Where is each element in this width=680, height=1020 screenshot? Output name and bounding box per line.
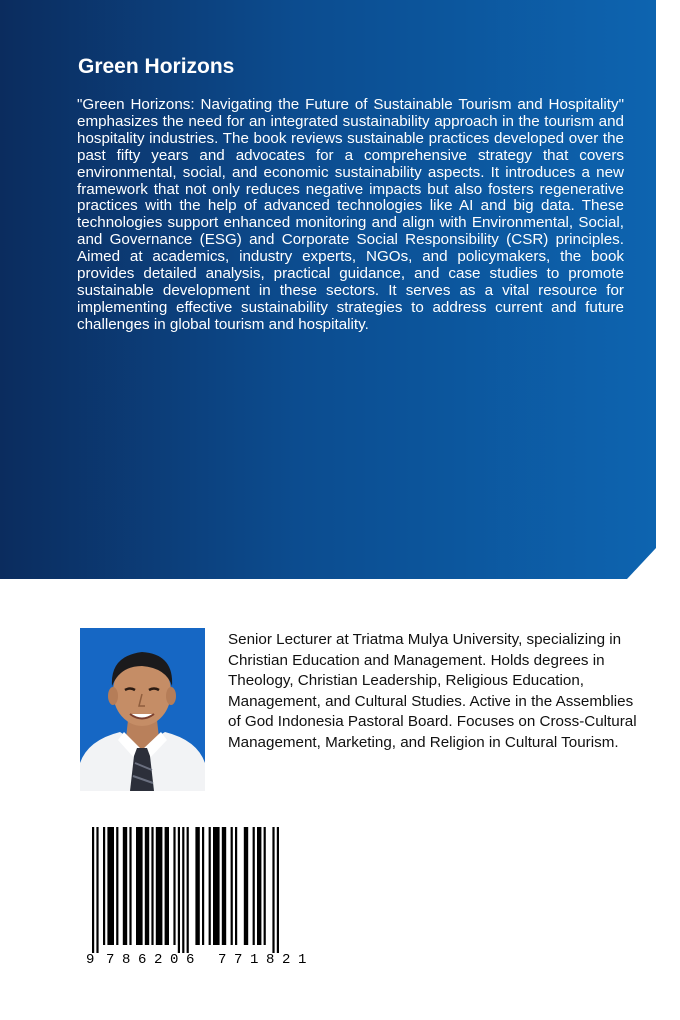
barcode-bar [222, 827, 226, 945]
barcode-bar [136, 827, 143, 945]
barcode-digit: 0 [170, 952, 179, 967]
barcode-digit: 2 [282, 952, 291, 967]
barcode-digit: 9 [86, 952, 95, 967]
barcode-bar [257, 827, 261, 945]
barcode-bar [209, 827, 211, 945]
barcode-bar [145, 827, 149, 945]
barcode-bar [231, 827, 233, 945]
book-title: Green Horizons [78, 55, 235, 78]
barcode-digit: 6 [138, 952, 147, 967]
barcode-bar [195, 827, 199, 945]
barcode-bar [178, 827, 180, 953]
barcode-digit: 6 [186, 952, 195, 967]
barcode-bar [92, 827, 94, 953]
barcode-digit: 7 [234, 952, 243, 967]
barcode-bar [253, 827, 255, 945]
author-photo [80, 628, 205, 791]
isbn-barcode [82, 827, 322, 967]
barcode-digit: 7 [218, 952, 227, 967]
book-blurb: "Green Horizons: Navigating the Future of Sustainable Tourism and Hospitality" emphasizes the need for an integrated sustainability approach in the tourism and hospitality industries. The book reviews sustainable practices developed over the past fifty years and advocates for a comprehensive strategy that covers environmental, social, and economic sustainability aspects. It introduces a new framework that not only reduces negative impacts but also fosters regenerative practices with the help of advanced technologies like AI and big data. These technologies support enhanced monitoring and align with Environmental, Social, and Governance (ESG) and Corporate Social Responsibility (CSR) principles. Aimed at academics, industry experts, NGOs, and policymakers, the book provides detailed analysis, practical guidance, and case studies to promote sustainable development in these sectors. It serves as a vital resource for implementing effective sustainability strategies to address current and future challenges in global tourism and hospitality. [77, 96, 624, 333]
barcode-bar [165, 827, 169, 945]
barcode-bar [244, 827, 248, 945]
barcode-digit: 2 [154, 952, 163, 967]
barcode-bar [277, 827, 279, 953]
barcode-digit: 7 [106, 952, 115, 967]
barcode-digit: 1 [298, 952, 307, 967]
barcode-bar [156, 827, 163, 945]
barcode-bar [187, 827, 189, 953]
barcode-digit: 8 [266, 952, 275, 967]
barcode-bar [272, 827, 274, 953]
barcode-bar [116, 827, 118, 945]
barcode-bar [264, 827, 266, 945]
barcode-digit: 1 [250, 952, 259, 967]
barcode-bar [235, 827, 237, 945]
author-bio: Senior Lecturer at Triatma Mulya University, specializing in Christian Education and Management. Holds degrees in Theology, Christian Leadership, Religious Education, Management, and Cultural Studies. Active in the Assemblies of God Indonesia Pastoral Board. Focuses on Cross-Cultural Management, Marketing, and Religion in Cultural Tourism. [228, 631, 637, 751]
barcode-bar [123, 827, 127, 945]
barcode-bar [173, 827, 175, 945]
barcode-bar [182, 827, 184, 953]
barcode-bar [96, 827, 98, 953]
barcode-bar [107, 827, 114, 945]
barcode-bar [213, 827, 220, 945]
barcode-digit: 8 [122, 952, 131, 967]
barcode-bar [202, 827, 204, 945]
barcode-bar [129, 827, 131, 945]
barcode-bar [151, 827, 153, 945]
barcode-bar [103, 827, 105, 945]
